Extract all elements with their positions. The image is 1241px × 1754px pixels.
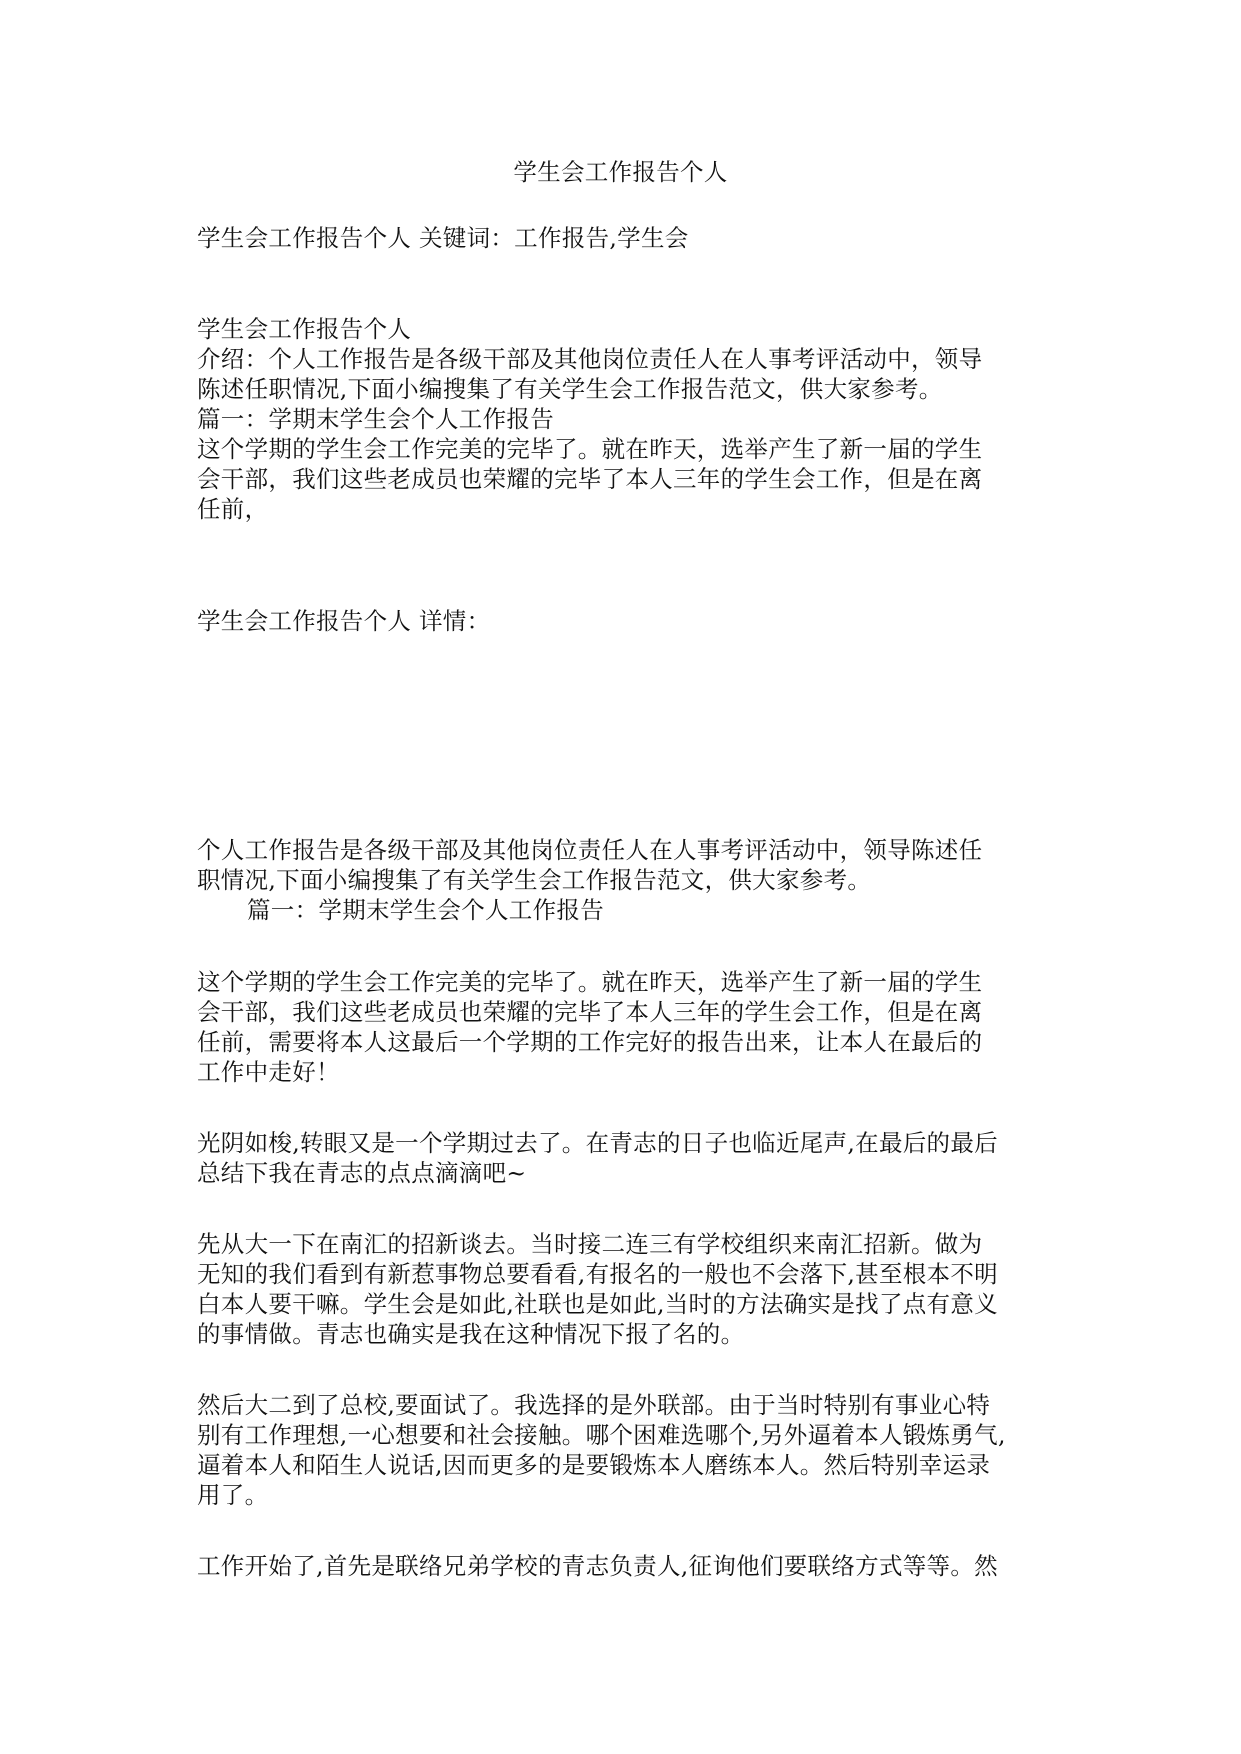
paragraph-line: 任前，需要将本人这最后一个学期的工作完好的报告出来，让本人在最后的 [197,1028,983,1056]
paragraph-line: 工作开始了,首先是联络兄弟学校的青志负责人,征询他们要联络方式等等。然 [197,1552,998,1580]
paragraph-line: 的事情做。青志也确实是我在这种情况下报了名的。 [197,1320,745,1348]
summary-excerpt-line: 任前， [197,495,269,523]
paragraph-line: 别有工作理想,一心想要和社会接触。哪个困难选哪个,另外逼着本人锻炼勇气, [197,1421,1006,1449]
body-intro-line: 职情况,下面小编搜集了有关学生会工作报告范文，供大家参考。 [197,866,872,894]
body-section-title: 篇一：学期末学生会个人工作报告 [247,896,604,924]
summary-intro-line: 介绍：个人工作报告是各级干部及其他岗位责任人在人事考评活动中，领导 [197,345,983,373]
summary-excerpt-line: 会干部，我们这些老成员也荣耀的完毕了本人三年的学生会工作，但是在离 [197,465,983,493]
summary-heading: 学生会工作报告个人 [197,315,412,343]
paragraph-line: 白本人要干嘛。学生会是如此,社联也是如此,当时的方法确实是找了点有意义 [197,1290,998,1318]
keywords-line: 学生会工作报告个人 关键词：工作报告,学生会 [197,224,689,252]
details-label: 学生会工作报告个人 详情： [197,607,491,635]
paragraph-line: 这个学期的学生会工作完美的完毕了。就在昨天，选举产生了新一届的学生 [197,968,983,996]
paragraph-line: 用了。 [197,1481,269,1509]
summary-excerpt-line: 这个学期的学生会工作完美的完毕了。就在昨天，选举产生了新一届的学生 [197,435,983,463]
paragraph-line: 然后大二到了总校,要面试了。我选择的是外联部。由于当时特别有事业心特 [197,1391,991,1419]
body-intro-line: 个人工作报告是各级干部及其他岗位责任人在人事考评活动中，领导陈述任 [197,836,983,864]
summary-intro-line: 陈述任职情况,下面小编搜集了有关学生会工作报告范文，供大家参考。 [197,375,943,403]
paragraph-line: 先从大一下在南汇的招新谈去。当时接二连三有学校组织来南汇招新。做为 [197,1230,983,1258]
document-title: 学生会工作报告个人 [513,158,728,186]
paragraph-line: 工作中走好！ [197,1058,340,1086]
summary-section-title: 篇一：学期末学生会个人工作报告 [197,405,554,433]
paragraph-line: 无知的我们看到有新惹事物总要看看,有报名的一般也不会落下,甚至根本不明 [197,1260,998,1288]
paragraph-line: 逼着本人和陌生人说话,因而更多的是要锻炼本人磨练本人。然后特别幸运录 [197,1451,991,1479]
paragraph-line: 总结下我在青志的点点滴滴吧~ [197,1159,527,1187]
paragraph-line: 会干部，我们这些老成员也荣耀的完毕了本人三年的学生会工作，但是在离 [197,998,983,1026]
paragraph-line: 光阴如梭,转眼又是一个学期过去了。在青志的日子也临近尾声,在最后的最后 [197,1129,998,1157]
